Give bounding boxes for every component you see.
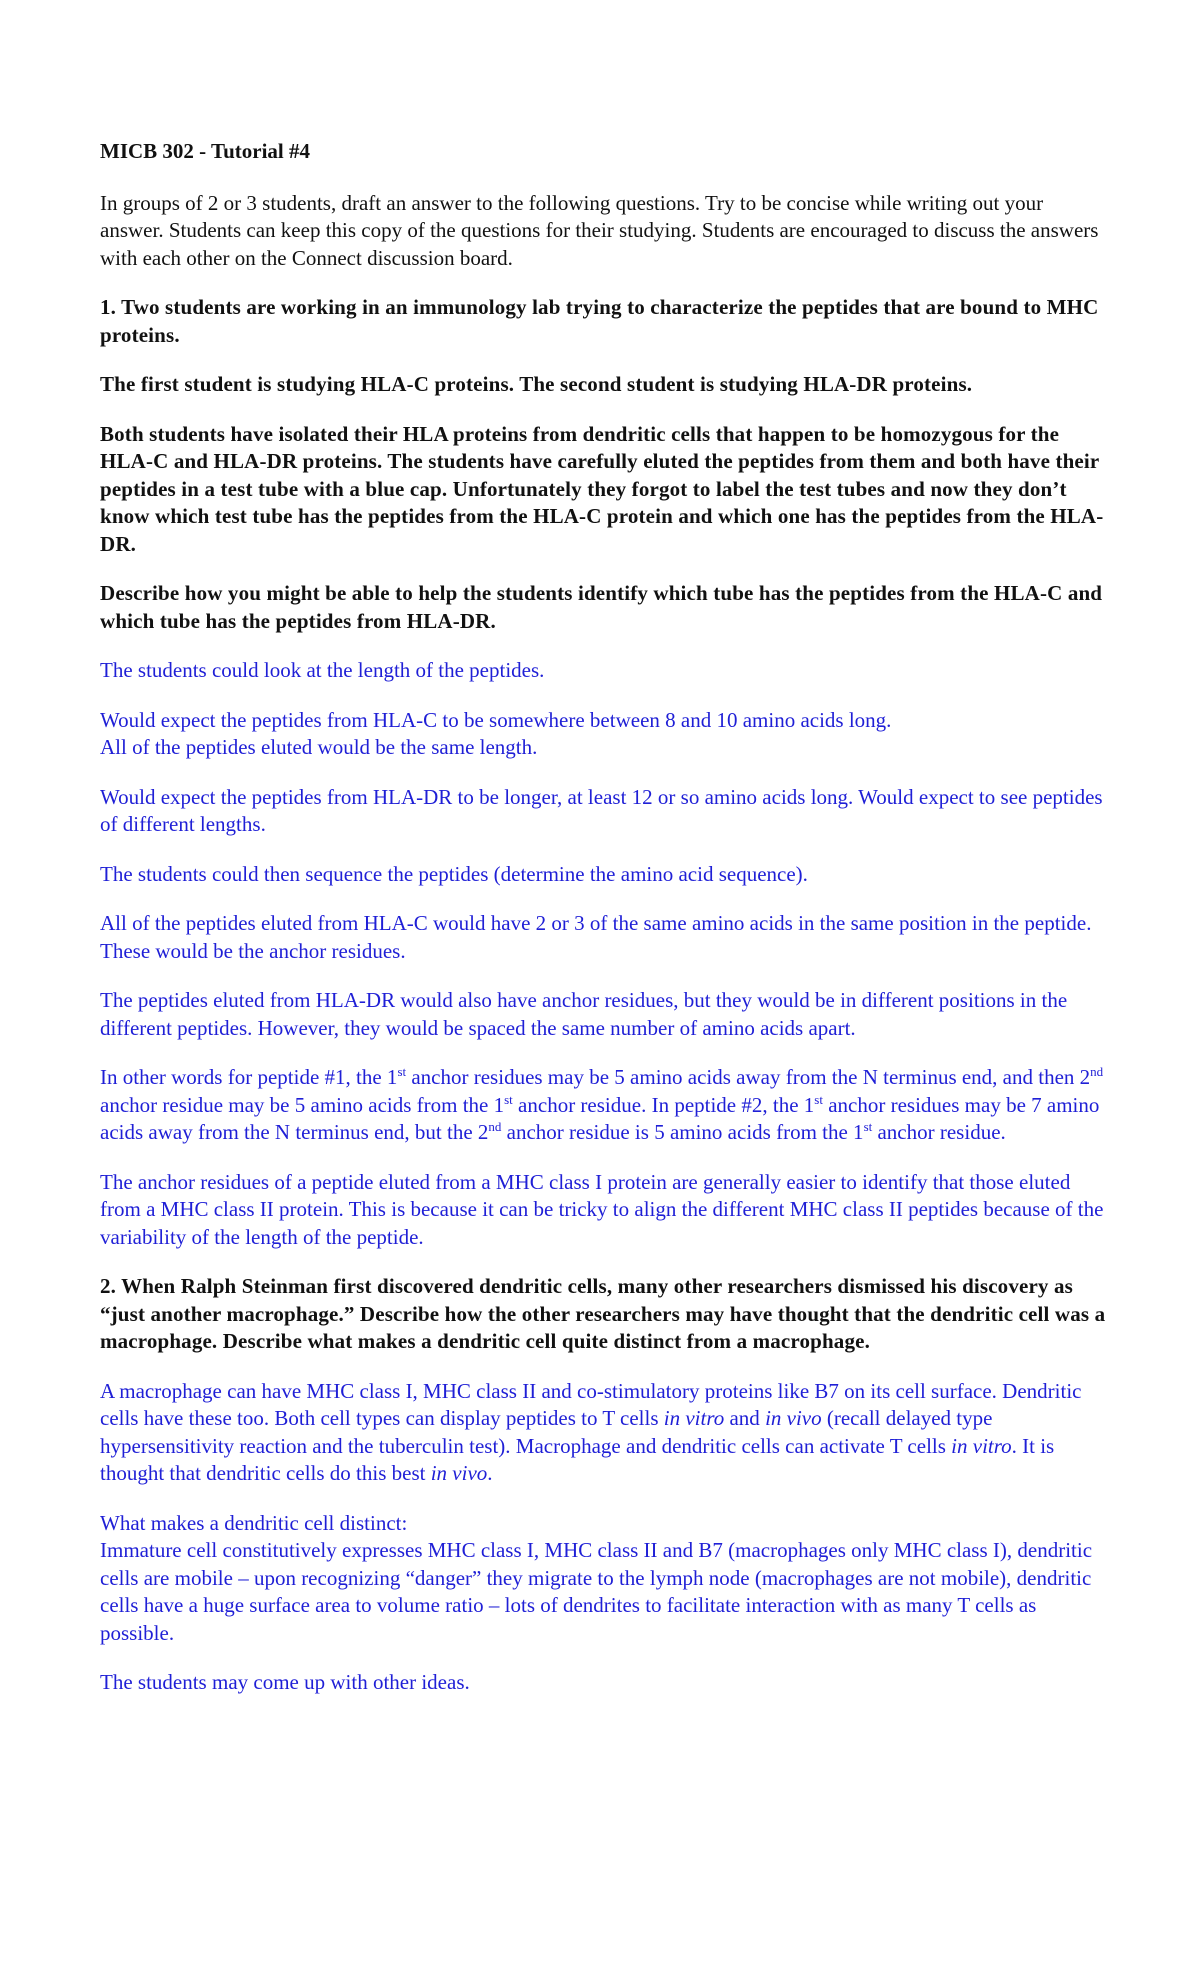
text-segment: A macrophage can have MHC class I, MHC class II and co-stimulatory proteins like B7 on its cell surface. Dendritic cells have these too. Both cell types can display peptides to T cells	[100, 1378, 1082, 1430]
ordinal-superscript: st	[814, 1091, 823, 1107]
italic-term: in vivo	[765, 1406, 822, 1430]
answer-1-paragraph-8: The anchor residues of a peptide eluted from a MHC class I protein are generally easier to identify that those eluted from a MHC class II protein. This is because it can be tricky to align the different MHC class II peptides because of the variability of the length of the peptide.	[100, 1169, 1104, 1249]
answer-1-paragraph-4: The students could then sequence the peptides (determine the amino acid sequence).	[100, 861, 808, 886]
italic-term: in vitro	[951, 1433, 1012, 1458]
answer-1-paragraph-2-line-1: Would expect the peptides from HLA-C to be somewhere between 8 and 10 amino acids long.	[100, 707, 892, 732]
ordinal-superscript: st	[863, 1119, 873, 1134]
answer-1-paragraph-5: All of the peptides eluted from HLA-C would have 2 or 3 of the same amino acids in the same position in the peptide. These would be the anchor residues.	[100, 911, 1092, 963]
answer-1-paragraph-1: The students could look at the length of the peptides.	[100, 658, 545, 682]
ordinal-superscript: nd	[1090, 1064, 1104, 1079]
question-1-scenario: Both students have isolated their HLA proteins from dendritic cells that happen to be homozygous for the HLA-C and HLA-DR proteins. The students have carefully eluted the peptides from them and both have their peptides in a test tube with a blue cap. Unfortunately they forgot to label the test tubes and now they don’t know which test tube has the peptides from the HLA-C protein and which one has the peptides from the HLA-DR.	[100, 421, 1104, 556]
question-1-prompt: Describe how you might be able to help the students identify which tube has the peptides from the HLA-C and which tube has the peptides from HLA-DR.	[100, 581, 1103, 633]
italic-term: in vitro	[663, 1406, 725, 1430]
ordinal-superscript: st	[504, 1091, 513, 1107]
text-segment: and	[724, 1406, 766, 1430]
ordinal-superscript: st	[397, 1064, 407, 1079]
text-segment: anchor residue.	[872, 1120, 1006, 1144]
answer-1-paragraph-6: The peptides eluted from HLA-DR would also have anchor residues, but they would be in different positions in the different peptides. However, they would be spaced the same number of amino acids apart.	[100, 988, 1068, 1040]
answer-1-paragraph-2-line-2: All of the peptides eluted would be the same length.	[100, 735, 538, 759]
italic-term: in vivo	[430, 1461, 488, 1485]
answer-2-paragraph-1	[100, 1378, 1110, 1488]
answer-2-distinct-heading: What makes a dendritic cell distinct:	[100, 1510, 408, 1535]
text-segment: (recall delayed type hypersensitivity reaction and the tuberculin test). Macrophage and dendritic cells can activate T cells	[100, 1406, 993, 1458]
tutorial-page	[100, 138, 1110, 1697]
answer-1-paragraph-7	[100, 1064, 1110, 1147]
text-segment: anchor residues may be 7 amino acids away from the N terminus end, but the 2	[100, 1092, 1100, 1144]
intro-paragraph: In groups of 2 or 3 students, draft an answer to the following questions. Try to be concise while writing out your answer. Students can keep this copy of the questions for their studying. Students are encouraged to discuss the answers with each other on the Connect discussion board.	[100, 190, 1099, 270]
text-segment: anchor residue may be 5 amino acids from the 1	[100, 1092, 505, 1117]
text-segment: anchor residues may be 5 amino acids away from the N terminus end, and then 2	[406, 1065, 1091, 1089]
question-1-students: The first student is studying HLA-C proteins. The second student is studying HLA-DR proteins.	[100, 372, 973, 396]
question-2-text: 2. When Ralph Steinman first discovered dendritic cells, many other researchers dismissed his discovery as “just another macrophage.” Describe how the other researchers may have thought that the dendritic cell was a macrophage. Describe what makes a dendritic cell quite distinct from a macrophage.	[100, 1274, 1106, 1353]
answer-2-distinct-body: Immature cell constitutively expresses MHC class I, MHC class II and B7 (macrophages only MHC class I), dendritic cells are mobile – upon recognizing “danger” they migrate to the lymph node (macrophages are not mobile), dendritic cells have a huge surface area to volume ratio – lots of dendrites to facilitate interaction with as many T cells as possible.	[100, 1538, 1093, 1645]
ordinal-superscript: nd	[488, 1119, 502, 1134]
question-1-text: 1. Two students are working in an immunology lab trying to characterize the peptides that are bound to MHC proteins.	[100, 295, 1099, 347]
answer-1-paragraph-3: Would expect the peptides from HLA-DR to be longer, at least 12 or so amino acids long. Would expect to see peptides of different lengths.	[100, 784, 1103, 836]
text-segment: .	[487, 1461, 493, 1485]
text-segment: anchor residue is 5 amino acids from the 1	[501, 1120, 864, 1144]
document-title: MICB 302 - Tutorial #4	[100, 139, 311, 163]
answer-2-closing: The students may come up with other ideas.	[100, 1670, 470, 1694]
text-segment: . It is thought that dendritic cells do this best	[100, 1433, 1055, 1485]
text-segment: anchor residue. In peptide #2, the 1	[512, 1092, 815, 1117]
text-segment: In other words for peptide #1, the 1	[100, 1065, 398, 1089]
